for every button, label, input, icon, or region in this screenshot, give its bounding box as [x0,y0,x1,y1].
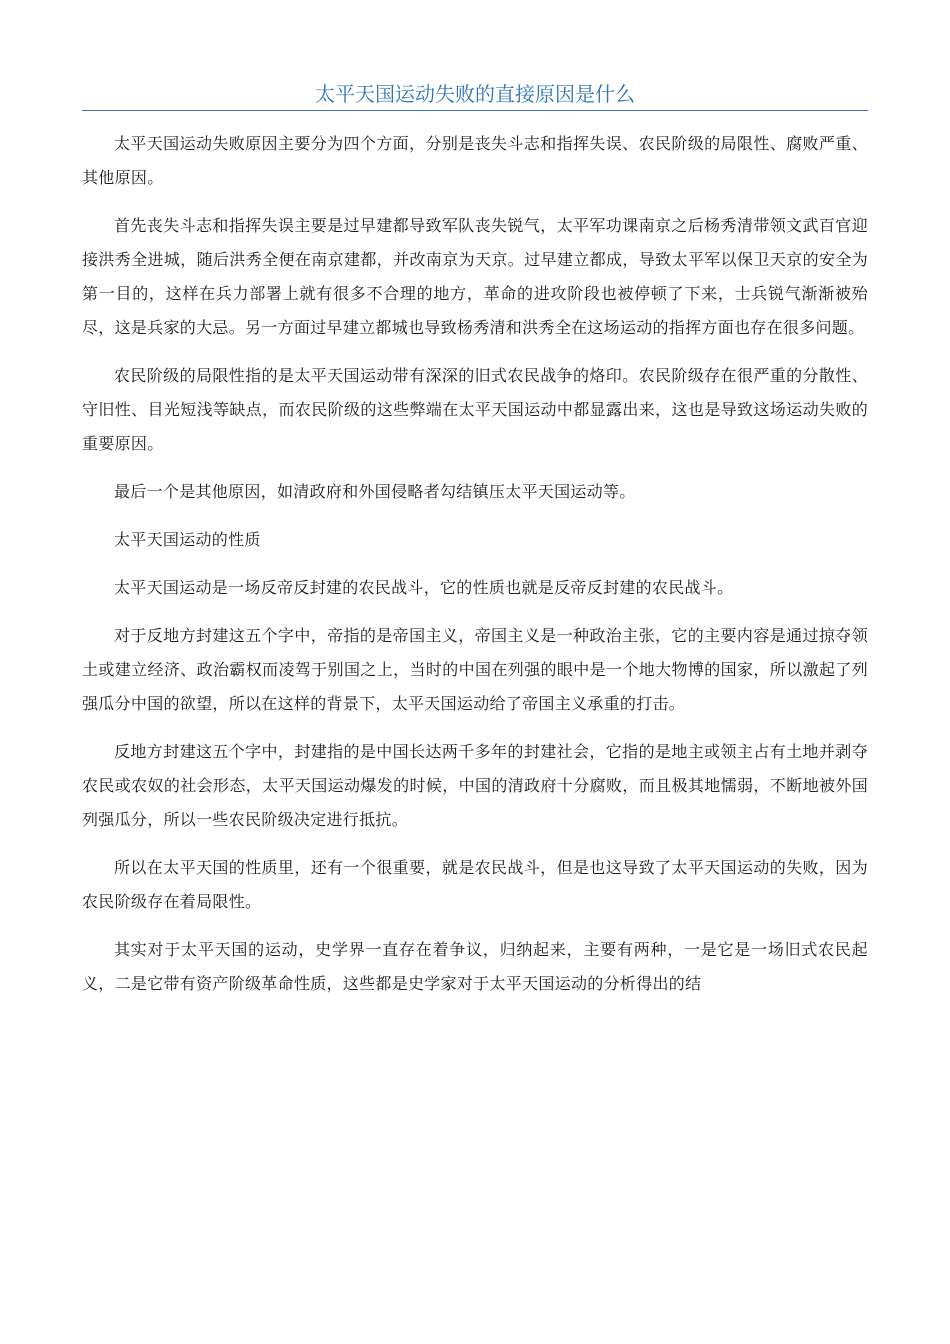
paragraph-2: 首先丧失斗志和指挥失误主要是过早建都导致军队丧失锐气，太平军功课南京之后杨秀清带领文武百官迎接洪秀全进城，随后洪秀全便在南京建都，并改南京为天京。过早建立都成，导致太平军以保卫天京的安全为第一目的，这样在兵力部署上就有很多不合理的地方，革命的进攻阶段也被停顿了下来，士兵锐气渐渐被殆尽，这是兵家的大忌。另一方面过早建立都城也导致杨秀清和洪秀全在这场运动的指挥方面也存在很多问题。 [82,216,868,337]
paragraph-4: 最后一个是其他原因，如清政府和外国侵略者勾结镇压太平天国运动等。 [114,482,636,501]
paragraph-1: 太平天国运动失败原因主要分为四个方面，分别是丧失斗志和指挥失误、农民阶级的局限性、腐败严重、其他原因。 [82,134,868,187]
paragraph-6: 太平天国运动是一场反帝反封建的农民战斗，它的性质也就是反帝反封建的农民战斗。 [114,578,734,597]
paragraph-9: 所以在太平天国的性质里，还有一个很重要，就是农民战斗，但是也这导致了太平天国运动的失败，因为农民阶级存在着局限性。 [82,858,868,911]
paragraph-3: 农民阶级的局限性指的是太平天国运动带有深深的旧式农民战争的烙印。农民阶级存在很严重的分散性、守旧性、目光短浅等缺点，而农民阶级的这些弊端在太平天国运动中都显露出来，这也是导致这场运动失败的重要原因。 [82,366,868,453]
section-heading-nature: 太平天国运动的性质 [114,530,261,549]
document-body [82,127,868,1001]
paragraph-8: 反地方封建这五个字中，封建指的是中国长达两千多年的封建社会，它指的是地主或领主占有土地并剥夺农民或农奴的社会形态，太平天国运动爆发的时候，中国的清政府十分腐败，而且极其地懦弱，不断地被外国列强瓜分，所以一些农民阶级决定进行抵抗。 [82,742,868,829]
title-underline-rule [82,110,868,111]
paragraph-10: 其实对于太平天国的运动，史学界一直存在着争议，归纳起来，主要有两种，一是它是一场旧式农民起义，二是它带有资产阶级革命性质，这些都是史学家对于太平天国运动的分析得出的结 [82,940,868,993]
document-title: 太平天国运动失败的直接原因是什么 [315,82,635,106]
paragraph-7: 对于反地方封建这五个字中，帝指的是帝国主义，帝国主义是一种政治主张，它的主要内容是通过掠夺领土或建立经济、政治霸权而凌驾于别国之上，当时的中国在列强的眼中是一个地大物博的国家，所以激起了列强瓜分中国的欲望，所以在这样的背景下，太平天国运动给了帝国主义承重的打击。 [82,626,868,713]
document-page [82,0,868,1015]
